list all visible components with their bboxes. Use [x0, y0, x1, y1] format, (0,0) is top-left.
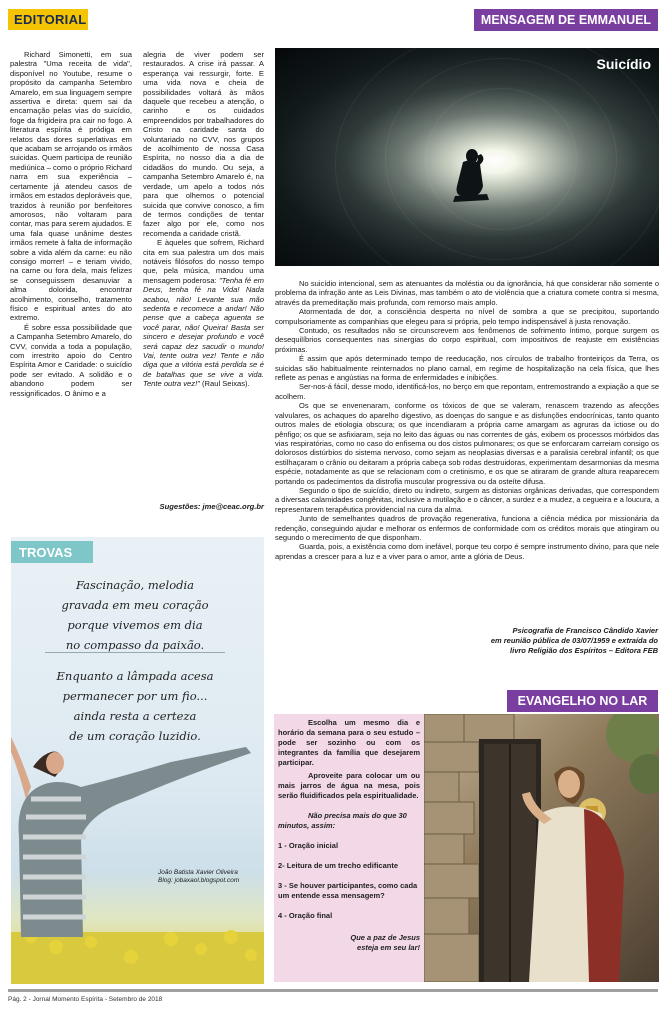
evangelho-text — [278, 718, 420, 953]
editorial-header — [8, 9, 88, 30]
tunnel-image — [275, 48, 659, 266]
evangelho-paragraph: Aproveite para colocar um ou mais jarros de água na mesa, pois serão fluidificados pela espiritualidade. — [278, 771, 420, 800]
evangelho-step: 3 - Se houver participantes, como cada um entende essa mensagem? — [278, 881, 418, 900]
poem-line: gravada em meu coração — [61, 598, 209, 612]
emmanuel-paragraph: No suicídio intencional, sem as atenuantes da moléstia ou da ignorância, há que considerar não somente o problema da infração ante as Leis Divinas, mas também o ato de violência que a criatura comete contra si mesma, através da premeditação mais profunda, com remorso mais amplo. — [275, 279, 659, 307]
editorial-paragraph — [143, 238, 264, 389]
editorial-suggestions: Sugestões: jme@ceac.org.br — [159, 502, 264, 511]
editorial-column-1 — [10, 50, 132, 398]
trovas-author-block — [158, 869, 258, 885]
emmanuel-paragraph: Atormentada de dor, a consciência desperta no nível de sombra a que se precipitou, suportando compulsoriamente as companhias que elegeu para si própria, pelo tempo indispensável à justa renovação. — [275, 307, 659, 326]
evangelho-paragraph: Não precisa mais do que 30 minutos, assim: — [278, 811, 407, 830]
footer-text: Pág. 2 - Jornal Momento Espírita - Setembro de 2018 — [8, 996, 163, 1003]
evangelho-step: 2- Leitura de um trecho edificante — [278, 861, 399, 870]
emmanuel-credit — [420, 626, 658, 656]
evangelho-step: 4 - Oração final — [278, 911, 333, 920]
editorial-text: E àqueles que sofrem, Richard cita em sua palestra um dos mais notáveis filósofos do nosso tempo que, pela música, mandou uma mensagem poderosa: — [143, 238, 264, 285]
editorial-title: EDITORIAL — [14, 12, 87, 27]
evangelho-closing: Que a paz de Jesus — [350, 933, 420, 942]
trovas-header — [11, 541, 93, 563]
emmanuel-paragraph: É assim que após determinado tempo de reeducação, nos círculos de trabalho fronteiriços da Terra, os suicidas são habitualmente reinternados no plano carnal, em regime de hospitalização na cela física, que lhes reflete as penas e angústias na forma de enfermidades e inibições. — [275, 354, 659, 383]
poem-line: de um coração luzidio. — [69, 729, 201, 743]
poem-line: permanecer por um fio... — [62, 689, 208, 703]
editorial-paragraph: É sobre essa possibilidade que a Campanha Setembro Amarelo, do CVV, convida a toda a população, com irrestrito apoio do Centro Espírita Amor e Caridade: o suicídio pode ser evitado. A solidão e o abandono podem ser ressignificados. O ânimo e a — [10, 322, 132, 398]
emmanuel-paragraph: Segundo o tipo de suicídio, direto ou indireto, surgem as distonias orgânicas derivadas, que correspondem a diversas calamidades congênitas, inclusive a mutilação e o câncer, a surdez e a mudez, a cegueira e a loucura, a representarem terapêutica providencial na cura da alma. — [275, 485, 659, 514]
evangelho-header — [507, 690, 658, 712]
emmanuel-title: MENSAGEM DE EMMANUEL — [480, 13, 652, 27]
image-title: Suicídio — [596, 56, 651, 72]
credit-line: em reunião pública de 03/07/1959 e extraída do — [490, 636, 658, 645]
emmanuel-paragraph: Contudo, os resultados não se circunscrevem aos fenômenos de sofrimento íntimo, porque surgem os desequilíbrios consequentes nas sinergias do corpo espiritual, com impositivos de reajuste em existências próximas. — [275, 326, 659, 354]
evangelho-closing: esteja em seu lar! — [357, 943, 420, 952]
emmanuel-header — [474, 9, 658, 31]
editorial-column-2 — [143, 50, 264, 389]
poem-line: Enquanto a lâmpada acesa — [56, 669, 214, 683]
editorial-paragraph: Richard Simonetti, em sua palestra "Uma receita de vida", disponível no Youtube, resume o propósito da campanha Setembro Amarelo, em sua linguagem sempre assertiva e direta: quem sai da encarnação pelas vias do suicídio, foge da frigideira pra cair no fogo. A literatura espírita é pródiga em relatos das dores superlativas em que acabam se arrojando os irmãos suicidas. Quem participa de reunião mediúnica – como o próprio Richard narra em sua experiência – certamente já atendeu casos de irmãos em estados deploráveis que, trazidos à reunião por benfeitores amorosos, não voltaram para contar, mas para serem ajudados. E uma fala quase unânime destes irmãos remete à falta de informação sobre a vida além da carne: eu não consigo morrer! – e teriam vivido, na carne ou fora dela, mais felizes se conseguissem desanuviar a alma dolorida, encontrar acolhimento, conselho, tratamento físico e espiritual antes do ato extremo. — [10, 50, 132, 323]
editorial-paragraph: alegria de viver podem ser restaurados. A crise irá passar. A esperança vai ressurgir, forte. E uma vida nova e cheia de possibilidades voltará às mãos daquele que recebeu a atenção, o carinho e os cuidados empreendidos por trabalhadores do Cristo na caridade santa do voluntariado no CVV, nos grupos de acolhimento de nossa Casa Espírita, no nosso dia a dia de cidadãos do mundo. Ou seja, a campanha Setembro Amarelo é, na verdade, um apelo a todos nós para que olhemos o potencial suicida que convive conosco, a fim de termos condições de tentar fazer algo por ele, como nos recomenda a caridade cristã. — [143, 50, 264, 238]
trovas-title: TROVAS — [19, 545, 73, 560]
emmanuel-paragraph: Guarda, pois, a existência como dom inefável, porque teu corpo é sempre instrumento divino, para que nele aprendas a crescer para a luz e a viver para o amor, ante a glória de Deus. — [275, 542, 659, 561]
evangelho-step: 1 - Oração inicial — [278, 841, 339, 850]
credit-line: Psicografia de Francisco Cândido Xavier — [512, 626, 658, 635]
emmanuel-paragraph: Junto de semelhantes quadros de provação regenerativa, funciona a ciência médica por missionária da redenção, conseguindo ajudar e melhorar os enfermos de conformidade com os créditos morais que atingiram ou segundo o merecimento de que disponham. — [275, 514, 659, 542]
emmanuel-body — [275, 279, 659, 561]
footer-rule — [8, 989, 658, 992]
credit-line: livro Religião dos Espíritos – Editora FEB — [510, 646, 658, 655]
poem-line: ainda resta a certeza — [73, 709, 197, 723]
sitting-figure-icon — [275, 48, 659, 266]
poem-line: no compasso da paixão. — [65, 638, 205, 652]
emmanuel-paragraph: Os que se envenenaram, conforme os tóxicos de que se valeram, renascem trazendo as afecções valvulares, os achaques do aparelho digestivo, as doenças do sangue e as disfunções endocrínicas, tanto quanto outros males de etiologia obscura; os que incendiaram a própria carne amargam as agruras da ictiose ou do pênfigo; os que se asfixiaram, seja no leito das águas ou nas correntes de gás, exibem os processos mórbidos das vias respiratórias, como no caso do enfisema ou dos cistos pulmonares; os que se enforcaram carreiam consigo os dolorosos distúrbios do sistema nervoso, como sejam as neoplasias diversas e a paralisia cerebral infantil; os que estilhaçaram o crânio ou deitaram a própria cabeça sob rodas destruidoras, experimentam desarmonias da mesma espécie, notadamente as que se relacionam com o cretinismo, e os que se atiraram de grande altura reaparecem portando os padecimentos da distrofia muscular progressiva ou da osteíte difusa. — [275, 401, 659, 486]
trovas-blog: Blog: jobaxaol.blogspot.com — [158, 877, 240, 884]
trovas-stanza-1 — [20, 575, 250, 655]
trovas-stanza-2 — [20, 666, 250, 746]
raul-seixas-quote: "Tenha fé em Deus, tenha fé na Vida! Nada acabou, não! Levante sua mão sedenta e recomece a andar! Não pense que a cabeça aguenta se você parar, não! Queira! Basta ser sincero e desejar profundo e você será capaz dez sacudir o mundo! Vai, tente outra vez! Tente e não diga que a vitória está perdida se é de batalhas que se vive a vida. Tente outra vez!" — [143, 275, 264, 389]
evangelho-paragraph: Escolha um mesmo dia e horário da semana para o seu estudo – pode ser sozinho ou com os integrantes da família que desejarem participar. — [278, 718, 420, 767]
jesus-at-door-image — [424, 714, 659, 982]
jesus-knocking-icon — [424, 714, 659, 982]
poem-line: porque vivemos em dia — [67, 618, 203, 632]
emmanuel-paragraph: Ser-nos-á fácil, desse modo, identificá-los, no berço em que repontam, entremostrando a expiação a que se acolhem. — [275, 382, 659, 401]
poem-line: Fascinação, melodia — [75, 578, 195, 592]
stanza-divider — [45, 652, 225, 653]
trovas-author: João Batista Xavier Oliveira — [158, 869, 238, 876]
evangelho-title: EVANGELHO NO LAR — [517, 694, 648, 708]
quote-citation: (Raul Seixas). — [199, 379, 250, 389]
